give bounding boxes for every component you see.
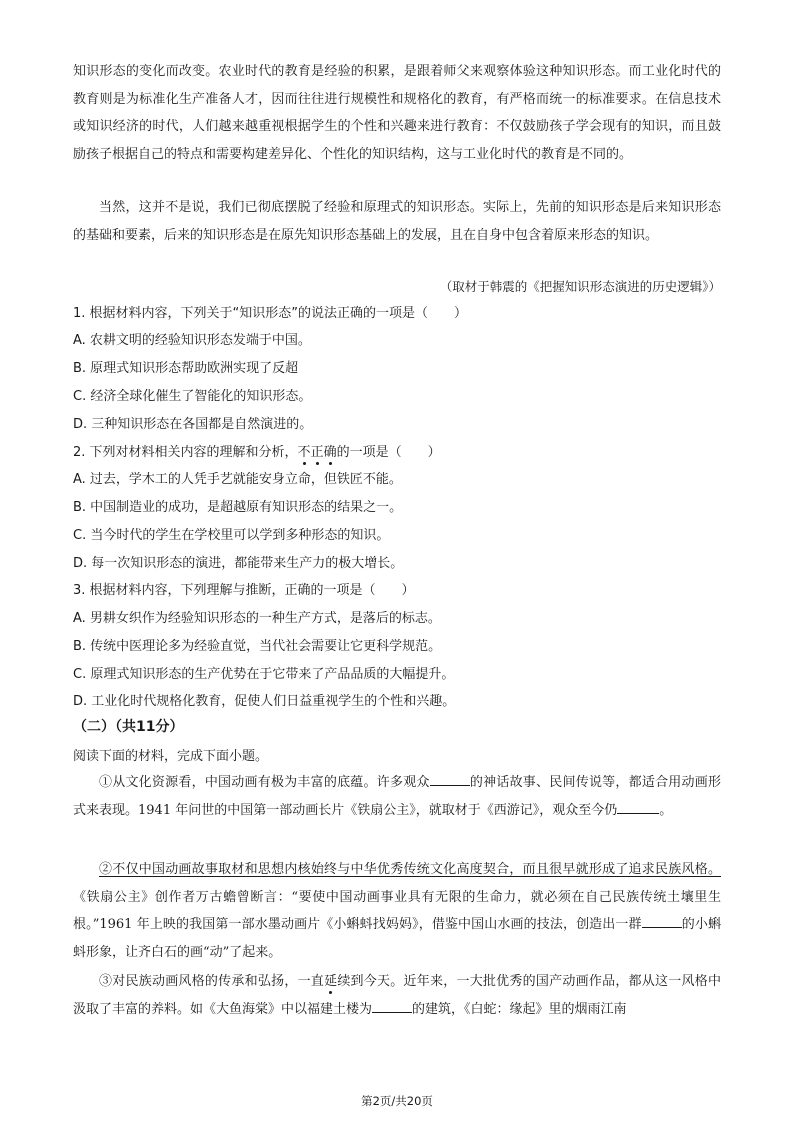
underlined-sentence: ②不仅中国动画故事取材和思想内核始终与中华优秀传统文化高度契合，而且很早就形成了追求民族风格。 (99, 862, 721, 877)
question-1-stem: 1. 根据材料内容，下列关于“知识形态”的说法正确的一项是（ ） (73, 306, 468, 321)
material-p1-text-b: 的神话故事、民间传说等，都适合用动画形式来表现。1941 年问世的中国第一部动画长片《铁扇公主》，就取材于《西游记》，观众至今仍 (73, 775, 721, 818)
question-2-option-b: B. 中国制造业的成功，是超越原有知识形态的结果之一。 (73, 500, 403, 515)
material-p2-text-a: 《铁扇公主》创作者万古蟾曾断言：“要使中国动画事业具有无限的生命力，就必须在自己民族传统土壤里生根。”1961 年上映的我国第一部水墨动画片《小蝌蚪找妈妈》，借鉴中国山水画的技法，创造出一群 (73, 889, 721, 932)
material-p1-text-a: ①从文化资源看，中国动画有极为丰富的底蕴。许多观众 (99, 775, 430, 790)
material-p1-text-c: 。 (659, 802, 673, 818)
section-2-instruction: 阅读下面的材料，完成下面小题。 (73, 749, 269, 764)
question-1-option-a: A. 农耕文明的经验知识形态发端于中国。 (73, 333, 311, 348)
question-3-option-c: C. 原理式知识形态的生产优势在于它带来了产品品质的大幅提升。 (73, 667, 455, 682)
question-1-option-d: D. 三种知识形态在各国都是自然演进的。 (73, 417, 313, 432)
question-2-emphasis-word: 不正确 (297, 445, 337, 460)
question-2-stem-suffix: 的一项是（ ） (336, 445, 441, 460)
question-3-stem: 3. 根据材料内容，下列理解与推断，正确的一项是（ ） (73, 583, 415, 598)
source-citation: （取材于韩震的《把握知识形态演进的历史逻辑》） (439, 279, 721, 294)
fill-blank-3 (642, 913, 682, 928)
question-2-option-a: A. 过去，学木工的人凭手艺就能安身立命，但铁匠不能。 (73, 472, 402, 487)
question-1-option-c: C. 经济全球化催生了智能化的知识形态。 (73, 389, 312, 404)
question-2-stem-prefix: 2. 下列对材料相关内容的理解和分析， (73, 445, 298, 460)
fill-blank-2 (617, 799, 659, 814)
fill-blank-1 (430, 771, 470, 786)
material-paragraph-1 (73, 769, 721, 824)
page-footer: 第2页/共20页 (361, 1094, 433, 1108)
question-3-option-a: A. 男耕女织作为经验知识形态的一种生产方式，是落后的标志。 (73, 611, 441, 626)
passage-paragraph-1: 知识形态的变化而改变。农业时代的教育是经验的积累，是跟着师父来观察体验这种知识形态。而工业化时代的教育则是为标准化生产准备人才，因而往往进行规模性和规格化的教育，有严格而统一的标准要求。在信息技术或知识经济的时代，人们越来越重视根据学生的个性和兴趣来进行教育：不仅鼓励孩子学会现有的知识，而且鼓励孩子根据自己的特点和需要构建差异化、个性化的知识结构，这与工业化时代的教育是不同的。 (73, 64, 721, 162)
material-p3-text-a: ③对民族动画风格的传承和弘扬，一直 (99, 974, 325, 989)
section-2-heading: （二）（共11分） (73, 719, 184, 735)
fill-blank-4 (372, 998, 412, 1013)
question-1-option-b: B. 原理式知识形态帮助欧洲实现了反超 (73, 361, 299, 376)
dotted-character: 延 (324, 974, 338, 989)
question-2-option-c: C. 当今时代的学生在学校里可以学到多种形态的知识。 (73, 528, 390, 543)
material-p2-text-b: 的小蝌蚪形象，让齐白石的画“动”了起来。 (73, 917, 721, 960)
question-2-stem (73, 443, 441, 463)
question-2-option-d: D. 每一次知识形态的演进，都能带来生产力的极大增长。 (73, 556, 404, 571)
material-paragraph-3 (73, 968, 721, 1023)
passage-paragraph-2: 当然，这并不是说，我们已彻底摆脱了经验和原理式的知识形态。实际上，先前的知识形态是后来知识形态的基础和要素，后来的知识形态是在原先知识形态基础上的发展，且在自身中包含着原来形态的知识。 (73, 200, 721, 243)
question-3-option-d: D. 工业化时代规格化教育，促使人们日益重视学生的个性和兴趣。 (73, 694, 456, 709)
material-paragraph-2 (73, 856, 721, 966)
question-3-option-b: B. 传统中医理论多为经验直觉，当代社会需要让它更科学规范。 (73, 639, 442, 654)
material-p3-text-c: 的建筑，《白蛇：缘起》里的烟雨江南 (412, 1001, 627, 1017)
material-p3-text-b: 续到今天。近年来，一大批优秀的国产动画作品，都从这一风格中汲取了丰富的养料。如《大鱼海棠》中以福建土楼为 (73, 974, 721, 1017)
